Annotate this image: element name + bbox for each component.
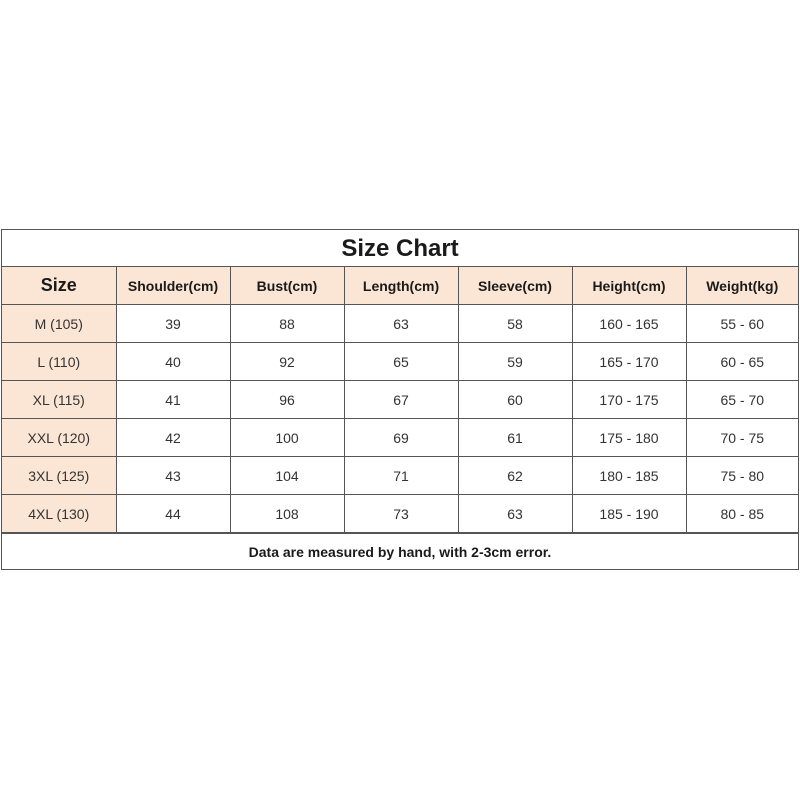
size-cell: M (105) — [2, 305, 116, 343]
header-sleeve: Sleeve(cm) — [458, 267, 572, 305]
header-height: Height(cm) — [572, 267, 686, 305]
length-cell: 69 — [344, 419, 458, 457]
header-size: Size — [2, 267, 116, 305]
table-row — [2, 343, 798, 381]
size-cell: L (110) — [2, 343, 116, 381]
measurement-note: Data are measured by hand, with 2-3cm error. — [2, 533, 798, 569]
size-cell: 4XL (130) — [2, 495, 116, 533]
bust-cell: 108 — [230, 495, 344, 533]
chart-title: Size Chart — [2, 230, 798, 267]
length-cell: 63 — [344, 305, 458, 343]
sleeve-cell: 58 — [458, 305, 572, 343]
sleeve-cell: 59 — [458, 343, 572, 381]
bust-cell: 92 — [230, 343, 344, 381]
table-row — [2, 305, 798, 343]
table-row — [2, 419, 798, 457]
header-bust: Bust(cm) — [230, 267, 344, 305]
sleeve-cell: 61 — [458, 419, 572, 457]
bust-cell: 104 — [230, 457, 344, 495]
size-cell: XXL (120) — [2, 419, 116, 457]
weight-cell: 80 - 85 — [686, 495, 798, 533]
length-cell: 73 — [344, 495, 458, 533]
header-row — [2, 267, 798, 305]
size-chart — [1, 229, 799, 570]
size-table — [2, 267, 798, 533]
shoulder-cell: 42 — [116, 419, 230, 457]
shoulder-cell: 43 — [116, 457, 230, 495]
weight-cell: 55 - 60 — [686, 305, 798, 343]
height-cell: 175 - 180 — [572, 419, 686, 457]
height-cell: 185 - 190 — [572, 495, 686, 533]
header-shoulder: Shoulder(cm) — [116, 267, 230, 305]
length-cell: 71 — [344, 457, 458, 495]
shoulder-cell: 41 — [116, 381, 230, 419]
weight-cell: 75 - 80 — [686, 457, 798, 495]
table-row — [2, 457, 798, 495]
header-length: Length(cm) — [344, 267, 458, 305]
header-weight: Weight(kg) — [686, 267, 798, 305]
shoulder-cell: 39 — [116, 305, 230, 343]
weight-cell: 60 - 65 — [686, 343, 798, 381]
height-cell: 180 - 185 — [572, 457, 686, 495]
sleeve-cell: 63 — [458, 495, 572, 533]
bust-cell: 88 — [230, 305, 344, 343]
table-row — [2, 495, 798, 533]
shoulder-cell: 44 — [116, 495, 230, 533]
height-cell: 160 - 165 — [572, 305, 686, 343]
sleeve-cell: 60 — [458, 381, 572, 419]
shoulder-cell: 40 — [116, 343, 230, 381]
table-row — [2, 381, 798, 419]
height-cell: 170 - 175 — [572, 381, 686, 419]
weight-cell: 65 - 70 — [686, 381, 798, 419]
length-cell: 67 — [344, 381, 458, 419]
size-cell: XL (115) — [2, 381, 116, 419]
weight-cell: 70 - 75 — [686, 419, 798, 457]
bust-cell: 96 — [230, 381, 344, 419]
bust-cell: 100 — [230, 419, 344, 457]
length-cell: 65 — [344, 343, 458, 381]
height-cell: 165 - 170 — [572, 343, 686, 381]
sleeve-cell: 62 — [458, 457, 572, 495]
size-cell: 3XL (125) — [2, 457, 116, 495]
